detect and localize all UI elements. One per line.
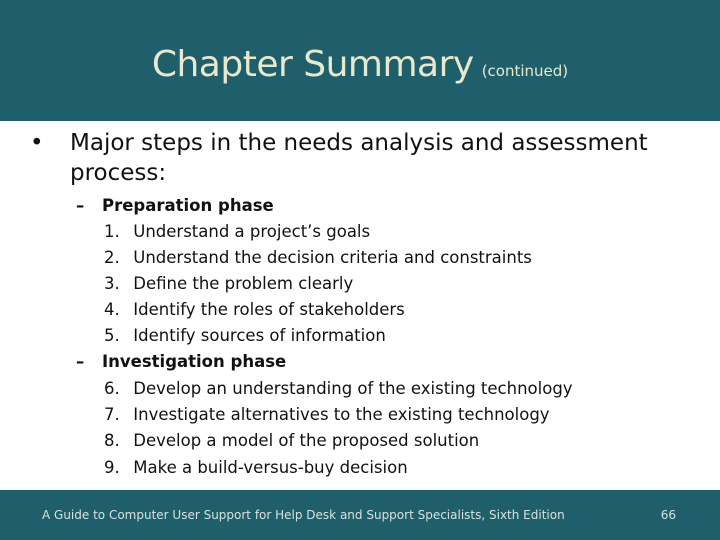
bullet-text-line-1: Major steps in the needs analysis and assessment xyxy=(70,130,648,156)
main-bullet xyxy=(30,128,664,188)
step-item-1 xyxy=(104,219,370,245)
dash-symbol: – xyxy=(76,352,85,371)
step-item-7 xyxy=(104,402,550,428)
page-number: 66 xyxy=(660,508,676,522)
step-number: 5. xyxy=(104,326,120,345)
title-row xyxy=(0,44,720,85)
step-text: Identify the roles of stakeholders xyxy=(133,300,405,319)
step-text: Understand a project’s goals xyxy=(133,222,371,241)
step-text: Make a build-versus-buy decision xyxy=(133,458,408,477)
step-text: Understand the decision criteria and constraints xyxy=(133,248,532,267)
step-number: 4. xyxy=(104,300,120,319)
page-title: Chapter Summary xyxy=(151,44,474,85)
bullet-text-line-2: process: xyxy=(70,160,167,186)
step-item-4 xyxy=(104,297,405,323)
footer-text: A Guide to Computer User Support for Help Desk and Support Specialists, Sixth Edition xyxy=(42,508,565,522)
step-number: 9. xyxy=(104,458,120,477)
step-text: Investigate alternatives to the existing technology xyxy=(133,405,550,424)
step-number: 3. xyxy=(104,274,120,293)
step-number: 2. xyxy=(104,248,120,267)
step-number: 6. xyxy=(104,379,120,398)
phase-preparation xyxy=(76,193,274,219)
step-number: 7. xyxy=(104,405,120,424)
step-item-5 xyxy=(104,323,386,349)
step-item-2 xyxy=(104,245,532,271)
step-item-9 xyxy=(104,455,408,481)
phase-label-investigation: Investigation phase xyxy=(102,352,287,371)
phase-investigation xyxy=(76,349,286,375)
step-item-3 xyxy=(104,271,353,297)
dash-symbol: – xyxy=(76,196,85,215)
slide-footer xyxy=(0,490,720,540)
bullet-text xyxy=(44,128,664,188)
bullet-symbol: • xyxy=(30,130,44,156)
step-text: Develop an understanding of the existing technology xyxy=(133,379,573,398)
step-text: Identify sources of information xyxy=(133,326,386,345)
phase-label-preparation: Preparation phase xyxy=(102,196,274,215)
step-item-8 xyxy=(104,428,479,454)
slide-header xyxy=(0,0,720,121)
step-text: Define the problem clearly xyxy=(133,274,354,293)
step-item-6 xyxy=(104,376,573,402)
step-number: 1. xyxy=(104,222,120,241)
step-text: Develop a model of the proposed solution xyxy=(133,431,480,450)
page-subtitle: (continued) xyxy=(481,62,569,80)
step-number: 8. xyxy=(104,431,120,450)
